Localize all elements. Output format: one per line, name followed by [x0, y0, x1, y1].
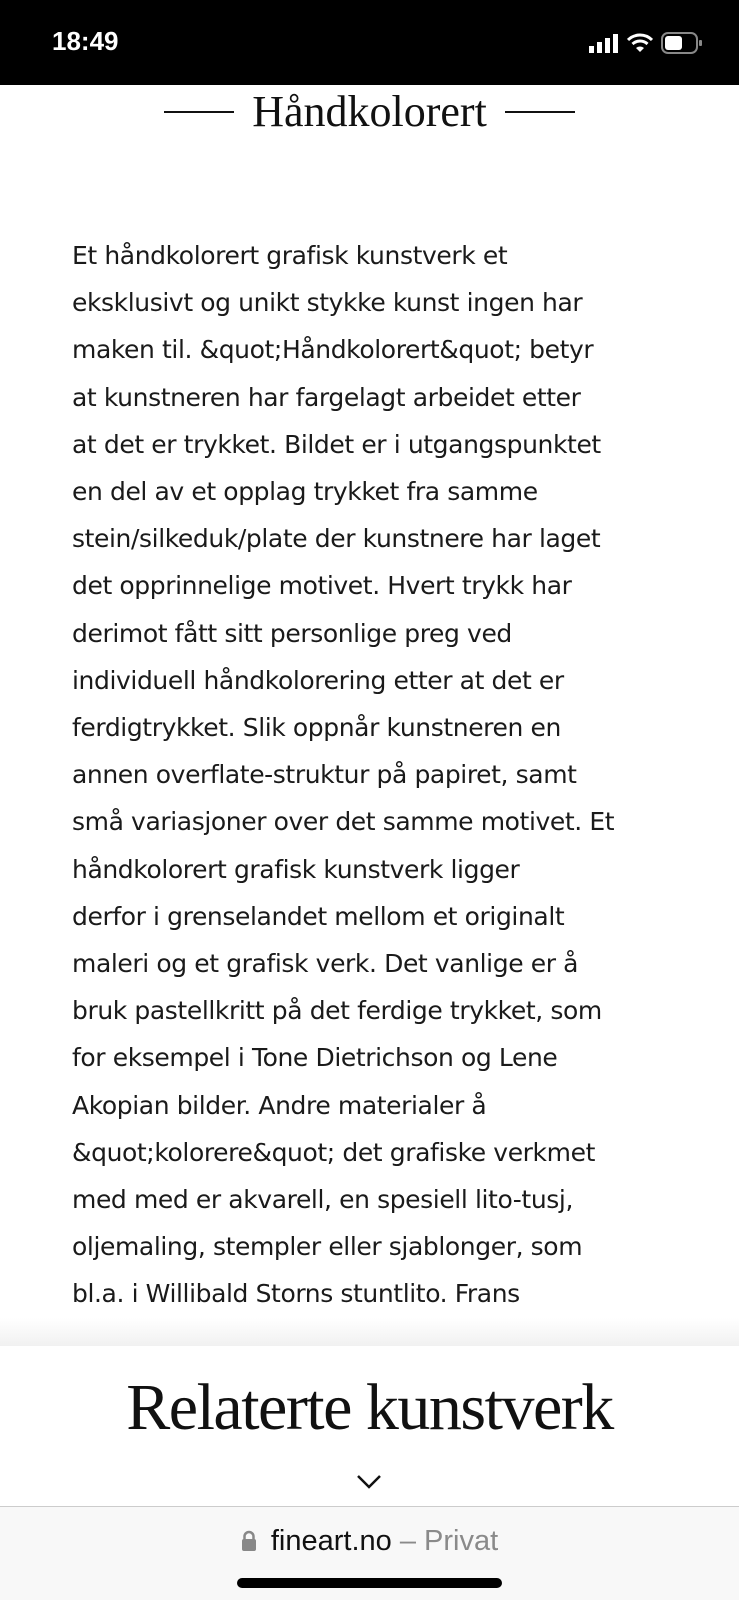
section-title: Håndkolorert: [252, 87, 487, 136]
text-line: oljemaling, stempler eller sjablonger, som: [72, 1232, 583, 1262]
related-title: Relaterte kunstverk: [126, 1371, 613, 1444]
text-line: Akopian bilder. Andre materialer å: [72, 1090, 487, 1120]
text-line: eksklusivt og unikt stykke kunst ingen har: [72, 288, 583, 318]
text-line: for eksempel i Tone Dietrichson og Lene: [72, 1043, 558, 1073]
heading-rule-right: [505, 111, 575, 113]
private-mode-label: – Privat: [399, 1525, 499, 1557]
text-line: bl.a. i Willibald Storns stuntlito. Frans: [72, 1279, 520, 1309]
text-fade: [0, 1318, 739, 1346]
status-bar: [0, 0, 739, 85]
status-time: 18:49: [52, 26, 119, 56]
text-line: håndkolorert grafisk kunstverk ligger: [72, 854, 520, 884]
text-line: maleri og et grafisk verk. Det vanlige er å: [72, 949, 579, 979]
text-line: Et håndkolorert grafisk kunstverk et: [72, 241, 508, 270]
heading-rule-left: [164, 111, 234, 113]
chevron-down-icon[interactable]: [356, 1474, 382, 1490]
text-line: det opprinnelige motivet. Hvert trykk har: [72, 571, 572, 601]
text-line: små variasjoner over det samme motivet. Et: [72, 807, 615, 837]
signal-icon: [589, 33, 619, 53]
battery-icon: [661, 32, 703, 54]
text-line: med med er akvarell, en spesiell lito-tusj,: [72, 1185, 573, 1215]
text-line: at kunstneren har fargelagt arbeidet etter: [72, 382, 581, 412]
text-line: annen overflate-struktur på papiret, samt: [72, 760, 577, 790]
text-line: en del av et opplag trykket fra samme: [72, 477, 538, 507]
text-line: derfor i grenselandet mellom et originalt: [72, 901, 565, 931]
lock-icon: [241, 1530, 257, 1552]
text-line: individuell håndkolorering etter at det er: [72, 665, 564, 695]
section-heading: [0, 86, 739, 137]
home-indicator[interactable]: [237, 1578, 502, 1588]
text-line: derimot fått sitt personlige preg ved: [72, 618, 512, 648]
description-text: [72, 232, 692, 1318]
url-domain: fineart.no: [270, 1525, 392, 1557]
text-line: stein/silkeduk/plate der kunstnere har laget: [72, 524, 601, 554]
text-line: maken til. &quot;Håndkolorert&quot; betyr: [72, 335, 594, 365]
text-line: at det er trykket. Bildet er i utgangspunktet: [72, 429, 601, 459]
wifi-icon: [627, 33, 653, 53]
text-line: ferdigtrykket. Slik oppnår kunstneren en: [72, 713, 561, 743]
text-line: &quot;kolorere&quot; det grafiske verkmet: [72, 1137, 595, 1167]
text-line: bruk pastellkritt på det ferdige trykket, som: [72, 996, 602, 1026]
